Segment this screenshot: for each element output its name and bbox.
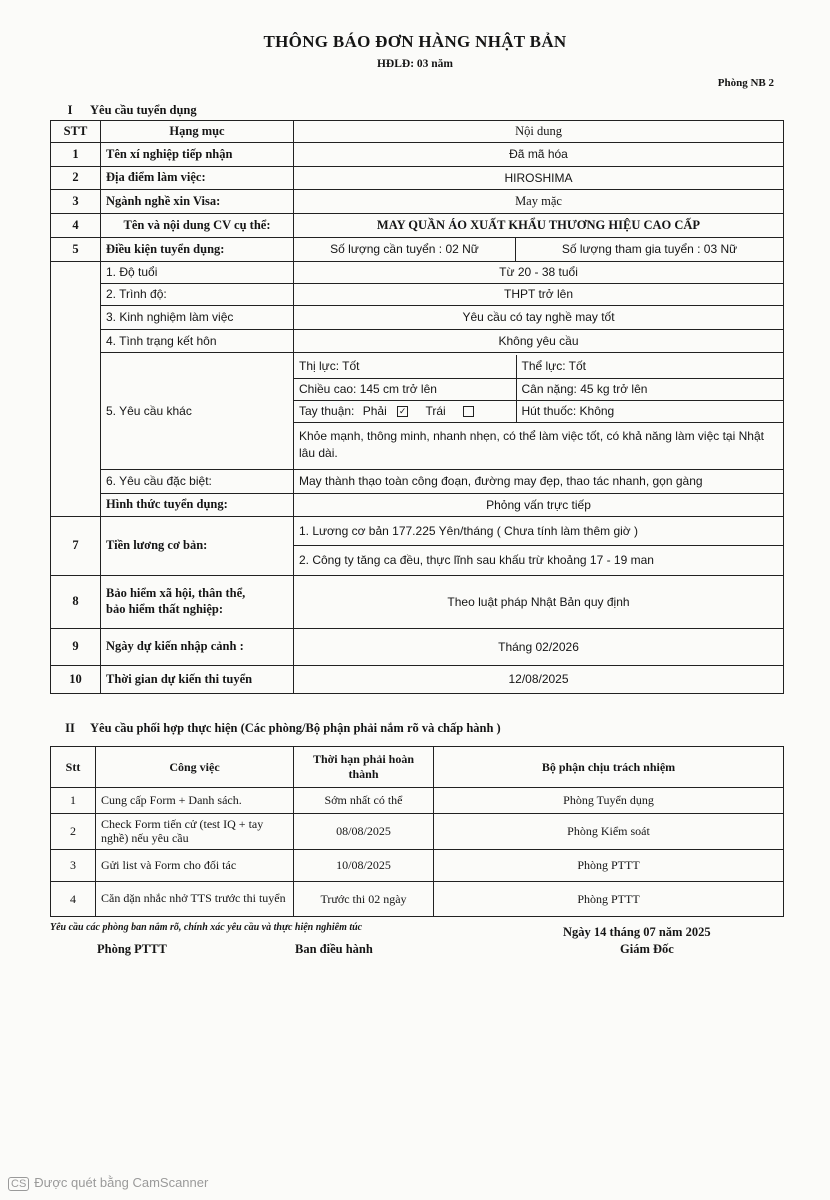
row-item: Địa điểm làm việc: [101, 167, 294, 190]
row-stt: 5 [51, 238, 101, 262]
insurance-line-2: bảo hiểm thất nghiệp: [106, 602, 224, 616]
table-row [51, 143, 784, 167]
row-task: Gửi list và Form cho đối tác [96, 850, 294, 882]
requirement-row [51, 330, 784, 353]
smoking: Hút thuốc: Không [516, 401, 784, 423]
row-deadline: Sớm nhất có thể [294, 788, 434, 814]
row-responsible: Phòng PTTT [434, 882, 784, 917]
salary-line-2: 2. Công ty tăng ca đều, thực lĩnh sau khấu trừ khoảng 17 - 19 man [294, 546, 784, 576]
camscanner-text: Được quét bằng CamScanner [34, 1175, 209, 1190]
section-2-title: Yêu cầu phối hợp thực hiện (Các phòng/Bộ phận phải nắm rõ và chấp hành ) [90, 721, 501, 735]
other-requirements-row [51, 353, 784, 470]
row-task: Cung cấp Form + Danh sách. [96, 788, 294, 814]
eyesight: Thị lực: Tốt [294, 355, 516, 379]
table-row [51, 882, 784, 917]
signature-pttt: Phòng PTTT [97, 942, 167, 956]
recruitment-requirements-table [50, 120, 784, 694]
table-row [51, 629, 784, 666]
row-item: Điều kiện tuyển dụng: [101, 238, 294, 262]
camscanner-watermark [8, 1175, 208, 1191]
row-value: 12/08/2025 [294, 666, 784, 694]
requirement-label: 6. Yêu cầu đặc biệt: [101, 470, 294, 494]
signing-date: Ngày 14 tháng 07 năm 2025 [563, 925, 711, 939]
fitness: Thể lực: Tốt [516, 355, 784, 379]
row-value: Phỏng vấn trực tiếp [294, 494, 784, 517]
other-requirements-subtable [294, 355, 784, 468]
table-row [51, 576, 784, 629]
requirement-value: May thành thạo toàn công đoạn, đường may đẹp, thao tác nhanh, gọn gàng [294, 470, 784, 494]
table-row [51, 238, 784, 262]
row-item: Thời gian dự kiến thi tuyển [101, 666, 294, 694]
section-1-heading [50, 103, 197, 118]
row-stt: 9 [51, 629, 101, 666]
row-stt: 8 [51, 576, 101, 629]
other-requirements-cell [294, 353, 784, 470]
row-deadline: Trước thi 02 ngày [294, 882, 434, 917]
left-hand-checkbox[interactable] [463, 406, 474, 417]
height-requirement: Chiều cao: 145 cm trở lên [294, 379, 516, 401]
quantity-needed: Số lượng cần tuyển : 02 Nữ [294, 238, 516, 262]
row-item: Tên xí nghiệp tiếp nhận [101, 143, 294, 167]
table-row [51, 788, 784, 814]
header-stt: Stt [51, 747, 96, 788]
coordination-table [50, 746, 784, 917]
table-row [51, 494, 784, 517]
row-stt: 4 [51, 882, 96, 917]
section-1-number: I [67, 103, 73, 117]
section-2-heading [50, 721, 501, 736]
row-stt: 4 [51, 214, 101, 238]
row-value: MAY QUẦN ÁO XUẤT KHẨU THƯƠNG HIỆU CAO CẤP [294, 214, 784, 238]
table-header-row [51, 747, 784, 788]
insurance-line-1: Bảo hiểm xã hội, thân thể, [106, 586, 246, 601]
requirement-row [51, 284, 784, 306]
row-stt: 2 [51, 814, 96, 850]
section-2-number: II [65, 721, 75, 735]
row-item: Hình thức tuyển dụng: [101, 494, 294, 517]
requirement-label: 5. Yêu cầu khác [101, 353, 294, 470]
row-responsible: Phòng PTTT [434, 850, 784, 882]
requirement-label: 2. Trình độ: [101, 284, 294, 306]
signature-director: Giám Đốc [620, 942, 674, 956]
header-task: Công việc [96, 747, 294, 788]
contract-duration: HĐLĐ: 03 năm [376, 58, 454, 70]
table-row [51, 850, 784, 882]
row-deadline: 10/08/2025 [294, 850, 434, 882]
row-value: May mặc [294, 190, 784, 214]
table-row [51, 814, 784, 850]
row-item: Tên và nội dung CV cụ thể: [101, 214, 294, 238]
header-stt: STT [51, 121, 101, 143]
row-stt: 1 [51, 788, 96, 814]
row-item: Tiền lương cơ bản: [101, 517, 294, 576]
row-responsible: Phòng Kiểm soát [434, 814, 784, 850]
handedness-label: Tay thuận: [299, 404, 355, 418]
row-item [101, 576, 294, 629]
section-1-title: Yêu cầu tuyển dụng [90, 103, 197, 117]
requirement-value: Yêu cầu có tay nghề may tốt [294, 306, 784, 330]
table-row [51, 666, 784, 694]
health-note: Khỏe mạnh, thông minh, nhanh nhẹn, có thể làm việc tốt, có khả năng làm việc tại Nhật lâu dài. [294, 423, 784, 468]
row-deadline: 08/08/2025 [294, 814, 434, 850]
row-stt: 10 [51, 666, 101, 694]
left-hand-label: Trái [425, 404, 446, 418]
right-hand-checkbox[interactable]: ✓ [398, 406, 407, 417]
right-hand-label: Phải [362, 404, 387, 418]
requirement-label: 4. Tình trạng kết hôn [101, 330, 294, 353]
weight-requirement: Cân nặng: 45 kg trở lên [516, 379, 784, 401]
row-stt: 2 [51, 167, 101, 190]
table-row [51, 190, 784, 214]
signature-board: Ban điều hành [295, 942, 373, 956]
requirement-label: 1. Độ tuổi [101, 262, 294, 284]
requirement-row [51, 470, 784, 494]
row-task: Check Form tiến cử (test IQ + tay nghề) nếu yêu cầu [96, 814, 294, 850]
header-deadline: Thời hạn phải hoàn thành [294, 747, 434, 788]
department-label: Phòng NB 2 [717, 77, 774, 89]
header-responsible: Bộ phận chịu trách nhiệm [434, 747, 784, 788]
row-responsible: Phòng Tuyển dụng [434, 788, 784, 814]
header-content: Nội dung [294, 121, 784, 143]
requirement-value: Không yêu cầu [294, 330, 784, 353]
document-title: THÔNG BÁO ĐƠN HÀNG NHẬT BẢN [263, 32, 567, 51]
footer-note: Yêu cầu các phòng ban nắm rõ, chính xác yêu cầu và thực hiện nghiêm túc [50, 922, 363, 933]
handedness [294, 401, 516, 423]
row-stt: 7 [51, 517, 101, 576]
requirement-value: THPT trở lên [294, 284, 784, 306]
table-header-row [51, 121, 784, 143]
table-row [51, 517, 784, 546]
requirement-value: Từ 20 - 38 tuổi [294, 262, 784, 284]
row-stt: 3 [51, 190, 101, 214]
row-value: HIROSHIMA [294, 167, 784, 190]
row-task: Căn dặn nhắc nhở TTS trước thi tuyển [96, 882, 294, 917]
row-stt: 3 [51, 850, 96, 882]
requirement-row [51, 306, 784, 330]
row-item: Ngày dự kiến nhập cảnh : [101, 629, 294, 666]
row-item: Ngành nghề xin Visa: [101, 190, 294, 214]
requirement-label: 3. Kinh nghiệm làm việc [101, 306, 294, 330]
table-row [51, 214, 784, 238]
camscanner-logo-icon: CS [8, 1177, 29, 1191]
row-value: Theo luật pháp Nhật Bản quy định [294, 576, 784, 629]
quantity-participating: Số lượng tham gia tuyển : 03 Nữ [516, 238, 784, 262]
table-row [51, 167, 784, 190]
row-value: Tháng 02/2026 [294, 629, 784, 666]
salary-line-1: 1. Lương cơ bản 177.225 Yên/tháng ( Chưa tính làm thêm giờ ) [294, 517, 784, 546]
requirement-row [51, 262, 784, 284]
stt-blank-cell [51, 262, 101, 517]
header-item: Hạng mục [101, 121, 294, 143]
row-stt: 1 [51, 143, 101, 167]
row-value: Đã mã hóa [294, 143, 784, 167]
